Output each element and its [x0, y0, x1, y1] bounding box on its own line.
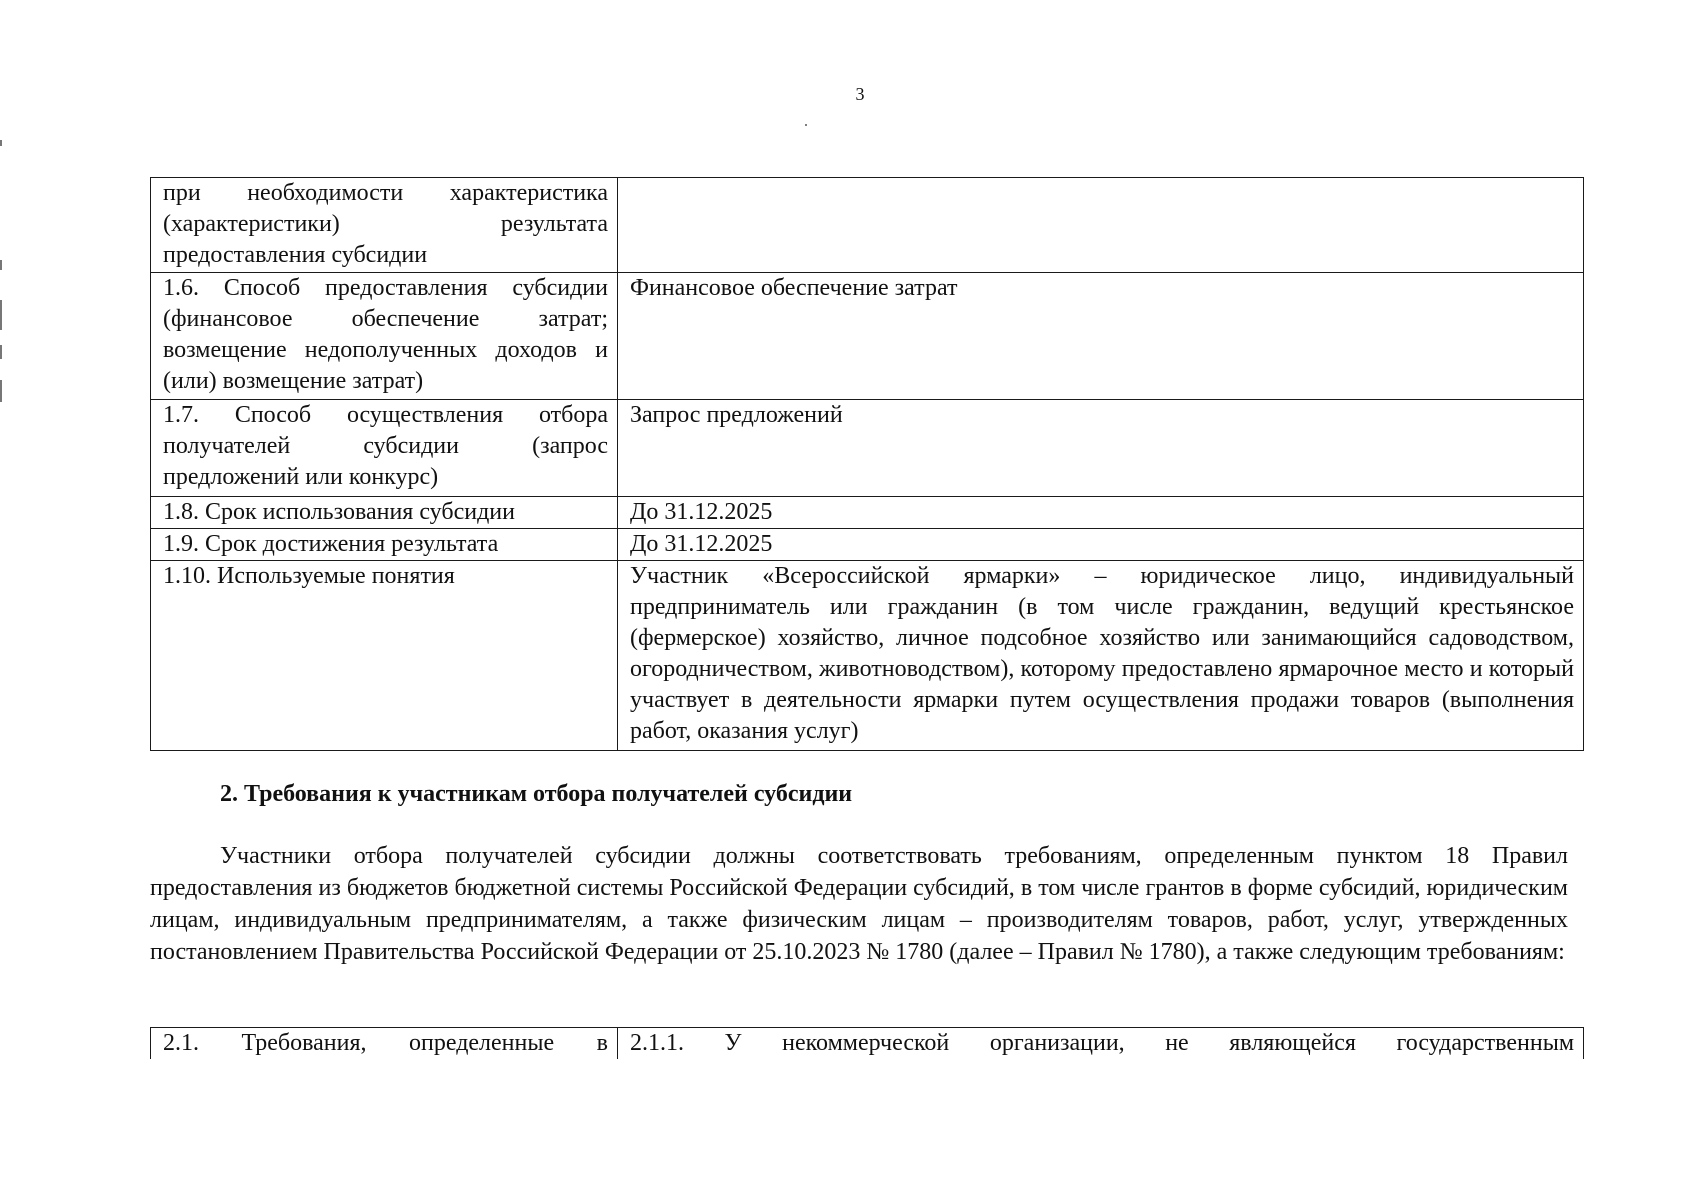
section-heading: 2. Требования к участникам отбора получателей субсидии [220, 781, 853, 807]
subsidy-parameters-table [150, 177, 1584, 751]
table-row [151, 497, 1584, 529]
page-number: 3 [855, 84, 865, 104]
table-row [151, 561, 1584, 751]
row-label: 1.9. Срок достижения результата [151, 529, 618, 561]
row-value: До 31.12.2025 [618, 529, 1584, 561]
scan-speck [805, 124, 807, 126]
table-row [151, 178, 1584, 273]
row-value [618, 178, 1584, 273]
row-label: при необходимости характеристика (характеристики) результата предоставления субсидии [151, 178, 618, 273]
row-value: Финансовое обеспечение затрат [618, 273, 1584, 400]
scan-edge-marks [0, 140, 3, 430]
table-row [151, 273, 1584, 400]
row-value: До 31.12.2025 [618, 497, 1584, 529]
row-label: 1.6. Способ предоставления субсидии (финансовое обеспечение затрат; возмещение недополученных доходов и (или) возмещение затрат) [151, 273, 618, 400]
body-paragraph: Участники отбора получателей субсидии должны соответствовать требованиям, определенным пунктом 18 Правил предоставления из бюджетов бюджетной системы Российской Федерации субсидий, в том числе грантов в форме субсидий, юридическим лицам, индивидуальным предпринимателям, а также физическим лицам – производителям товаров, работ, услуг, утвержденных постановлением Правительства Российской Федерации от 25.10.2023 № 1780 (далее – Правил № 1780), а также следующим требованиям: [150, 843, 1568, 965]
row-label: 2.1. Требования, определенные в [151, 1028, 618, 1060]
row-label: 1.10. Используемые понятия [151, 561, 618, 751]
table-row [151, 400, 1584, 497]
table-row [151, 529, 1584, 561]
row-value: Запрос предложений [618, 400, 1584, 497]
row-label: 1.7. Способ осуществления отбора получателей субсидии (запрос предложений или конкурс) [151, 400, 618, 497]
requirements-table [150, 1027, 1584, 1059]
row-value: Участник «Всероссийской ярмарки» – юридическое лицо, индивидуальный предприниматель или гражданин (в том числе гражданин, ведущий крестьянское (фермерское) хозяйство, личное подсобное хозяйство или занимающийся садоводством, огородничеством, животноводством), которому предоставлено ярмарочное место и который участвует в деятельности ярмарки путем осуществления продажи товаров (выполнения работ, оказания услуг) [618, 561, 1584, 751]
table-row [151, 1028, 1584, 1060]
row-label: 1.8. Срок использования субсидии [151, 497, 618, 529]
row-value: 2.1.1. У некоммерческой организации, не являющейся государственным [618, 1028, 1584, 1060]
